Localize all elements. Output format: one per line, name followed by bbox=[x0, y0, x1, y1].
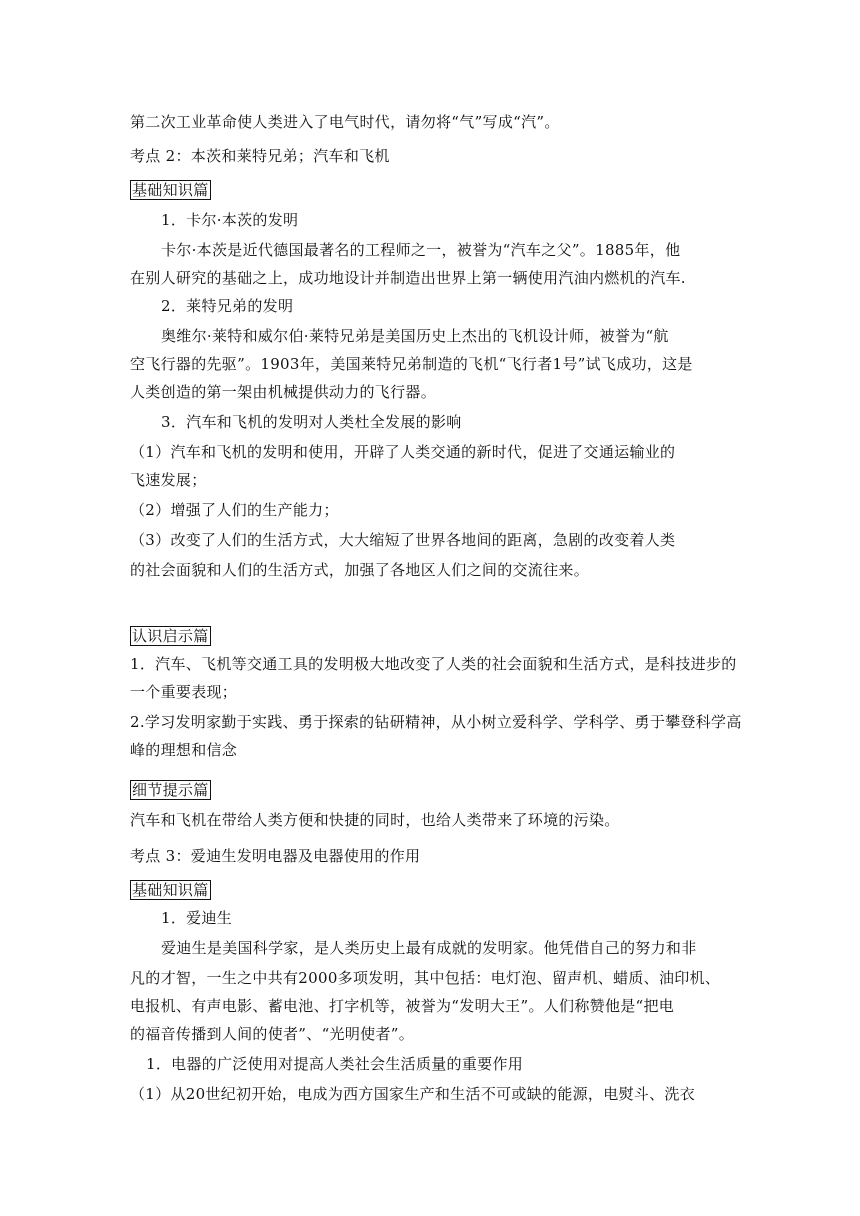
item-2-body-line-1: 奥维尔·莱特和威尔伯·莱特兄弟是美国历史上杰出的飞机设计师，被誉为“航 bbox=[161, 327, 669, 345]
appliance-title: 1．电器的广泛使用对提高人类社会生活质量的重要作用 bbox=[146, 1055, 524, 1073]
section-label-insight: 认识启示篇 bbox=[132, 627, 209, 645]
impact-1-line-1: （1）汽车和飞机的发明和使用，开辟了人类交通的新时代，促进了交通运输业的 bbox=[130, 443, 676, 461]
appliance-1-line-1: （1）从20世纪初开始，电成为西方国家生产和生活不可或缺的能源，电熨斗、洗衣 bbox=[130, 1085, 696, 1103]
item-2-body-line-3: 人类创造的第一架由机械提供动力的飞行器。 bbox=[130, 383, 437, 401]
impact-3-line-1: （3）改变了人们的生活方式，大大缩短了世界各地间的距离，急剧的改变着人类 bbox=[130, 531, 676, 549]
section-label-detail: 细节提示篇 bbox=[132, 781, 209, 799]
section-label-basic-knowledge-2: 基础知识篇 bbox=[132, 881, 209, 899]
edison-title: 1．爱迪生 bbox=[161, 909, 233, 927]
edison-body-line-3: 电报机、有声电影、蓄电池、打字机等，被誉为“发明大王”。人们称赞他是“把电 bbox=[130, 997, 675, 1015]
item-1-body-line-2: 在别人研究的基础之上，成功地设计并制造出世界上第一辆使用汽油内燃机的汽车. bbox=[130, 269, 686, 287]
edison-body-line-1: 爱迪生是美国科学家，是人类历史上最有成就的发明家。他凭借自己的努力和非 bbox=[161, 939, 697, 957]
item-2-body-line-2: 空飞行器的先驱”。1903年，美国莱特兄弟制造的飞机“飞行者1号”试飞成功，这是 bbox=[130, 355, 693, 373]
section-label-basic-knowledge: 基础知识篇 bbox=[132, 181, 209, 199]
detail-text: 汽车和飞机在带给人类方便和快捷的同时，也给人类带来了环境的污染。 bbox=[130, 811, 620, 829]
impact-3-line-2: 的社会面貌和人们的生活方式，加强了各地区人们之间的交流往来。 bbox=[130, 561, 590, 579]
insight-1-line-1: 1．汽车、飞机等交通工具的发明极大地改变了人类的社会面貌和生活方式，是科技进步的 bbox=[130, 655, 737, 673]
item-1-body-line-1: 卡尔·本茨是近代德国最著名的工程师之一，被誉为“汽车之父”。1885年，他 bbox=[161, 241, 681, 259]
kaodian-2-heading: 考点 2：本茨和莱特兄弟；汽车和飞机 bbox=[130, 147, 390, 165]
item-1-title: 1．卡尔·本茨的发明 bbox=[161, 211, 299, 229]
item-3-title: 3．汽车和飞机的发明对人类杜全发展的影响 bbox=[161, 413, 462, 431]
insight-2-line-1: 2.学习发明家勤于实践、勇于探索的钻研精神，从小树立爱科学、学科学、勇于攀登科学高 bbox=[130, 713, 742, 731]
kaodian-3-heading: 考点 3：爱迪生发明电器及电器使用的作用 bbox=[130, 847, 421, 865]
item-2-title: 2．莱特兄弟的发明 bbox=[161, 297, 294, 315]
impact-2: （2）增强了人们的生产能力； bbox=[130, 501, 339, 519]
impact-1-line-2: 飞速发展； bbox=[130, 471, 207, 489]
insight-1-line-2: 一个重要表现； bbox=[130, 683, 238, 701]
edison-body-line-4: 的福音传播到人间的使者”、“光明使者”。 bbox=[130, 1025, 415, 1043]
insight-2-line-2: 峰的理想和信念 bbox=[130, 741, 238, 759]
edison-body-line-2: 凡的才智，一生之中共有2000多项发明，其中包括：电灯泡、留声机、蜡质、油印机、 bbox=[130, 969, 721, 987]
intro-paragraph: 第二次工业革命使人类进入了电气时代，请勿将“气”写成“汽”。 bbox=[130, 113, 560, 131]
